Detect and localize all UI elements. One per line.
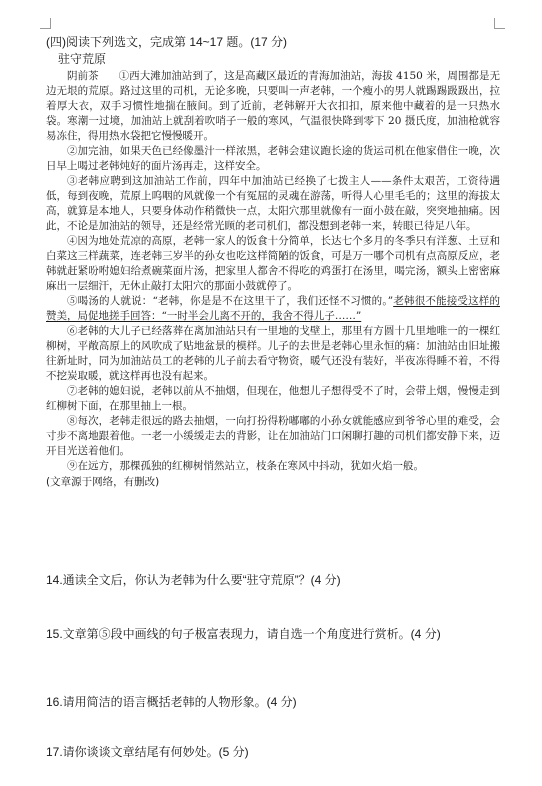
question-17: 17.请你谈谈文章结尾有何妙处。(5 分)	[46, 745, 249, 759]
underlined-sentence-1: 老韩很不能接受这样的赞美，局促地搓手回答：	[46, 295, 500, 322]
paragraph-7: ⑦老韩的媳妇说，老韩以前从不抽烟，但现在，他想儿子想得受不了时，会带上烟，慢慢走到红柳树下面，在那里抽上一根。	[46, 385, 500, 412]
underlined-sentence-2: “一时半会儿离不开的，我舍不得儿子……”	[161, 310, 362, 322]
paragraph-3: ③老韩应聘到这加油站工作前，四年中加油站已经换了七拨主人——条件太艰苦，工资待遇低，每到夜晚，荒原上呜咽的风就像一个有冤屈的灵魂在游荡，听得人心里毛毛的；这里的海拔太高，就算是本地人，只要身体动作稍微快一点，太阳穴那里就像有一面小鼓在敲，突突地抽痛。因此，不论是加油站的领导，还是经常光顾的老司机们，都没想到老韩一来，转眼已待足八年。	[46, 175, 500, 232]
question-15: 15.文章第⑤段中画线的句子极富表现力，请自选一个角度进行赏析。(4 分)	[46, 627, 441, 641]
question-16: 16.请用简洁的语言概括老韩的人物形象。(4 分)	[46, 695, 297, 709]
exam-page	[46, 34, 500, 490]
article-title: 驻守荒原	[58, 52, 107, 66]
paragraph-6: ⑥老韩的大儿子已经落葬在离加油站只有一里地的戈壁上，那里有方圆十几里地唯一的一棵红柳树，平敞高原上的风吹成了贴地盆景的模样。儿子的去世是老韩心里永恒的痛：加油站由旧址搬往新址时，同为加油站员工的老韩的儿子前去看守物资，暖气还没有装好，半夜冻得睡不着，不得不挖炭取暖，就这样再也没有起来。	[46, 325, 500, 382]
source-note: (文章源于网络，有删改)	[46, 476, 160, 488]
paragraph-1-text: ①西大滩加油站到了，这是高藏区最近的青海加油站，海拔 4150 米，周围都是无边无垠的荒原。路过这里的司机，无论多晚，只要叫一声老韩，一个瘦小的男人就踢踢趿趿出，拉着厚大衣，双手习惯性地揣在腋间。到了近前，老韩解开大衣扣扣，原来他中藏着的是一只热水袋。寒潮一过境，加油站上就刮着吹哨子一般的寒风，气温很快降到零下 20 摄氏度，加油枪就容易冻住，得用热水袋把它慢慢暖开。	[46, 70, 501, 142]
paragraph-8: ⑧每次，老韩走很远的路去抽烟，一向打扮得粉嘟嘟的小孙女就能感应到爷爷心里的难受，会寸步不离地跟着他。一老一小缓缓走去的背影，让在加油站门口闲聊打趣的司机们都安静下来，迈开目光送着他们。	[46, 415, 500, 457]
paragraph-9: ⑨在远方，那棵孤独的红柳树悄然站立，枝条在寒风中抖动，犹如火焰一般。	[67, 460, 424, 472]
section-header: (四)阅读下列选文，完成第 14~17 题。(17 分)	[46, 35, 288, 49]
paragraph-5	[46, 294, 500, 324]
page-corner-mark-left	[40, 18, 51, 29]
paragraph-2: ②加完油，如果天色已经像墨汁一样浓黑，老韩会建议跑长途的货运司机在他家借住一晚，次日早上喝过老韩炖好的面片汤再走，这样安全。	[46, 145, 500, 172]
page-corner-mark-right	[494, 18, 505, 29]
question-14: 14.通读全文后，你认为老韩为什么要“驻守荒原”？(4 分)	[46, 573, 341, 587]
author-byline: 阴前茶	[67, 70, 99, 82]
paragraph-4: ④因为地处荒凉的高原，老韩一家人的饭食十分简单，长达七个多月的冬季只有洋葱、土豆和白菜这三样蔬菜，连老韩三岁半的孙女也吃这样简陋的饭食，可是万一哪个司机有点高原反应，老韩就赶紧吩咐媳妇给煮碗菜面片汤，把家里人都舍不得吃的鸡蛋打在汤里，喝完汤，额头上密密麻麻出一层细汗，无休止敲打太阳穴的那面小鼓就停了。	[46, 235, 500, 292]
paragraph-1	[46, 69, 500, 144]
paragraph-5-lead: ⑤喝汤的人就说：“老韩，你是是不在这里干了，我们还怪不习惯的。”	[67, 295, 394, 307]
